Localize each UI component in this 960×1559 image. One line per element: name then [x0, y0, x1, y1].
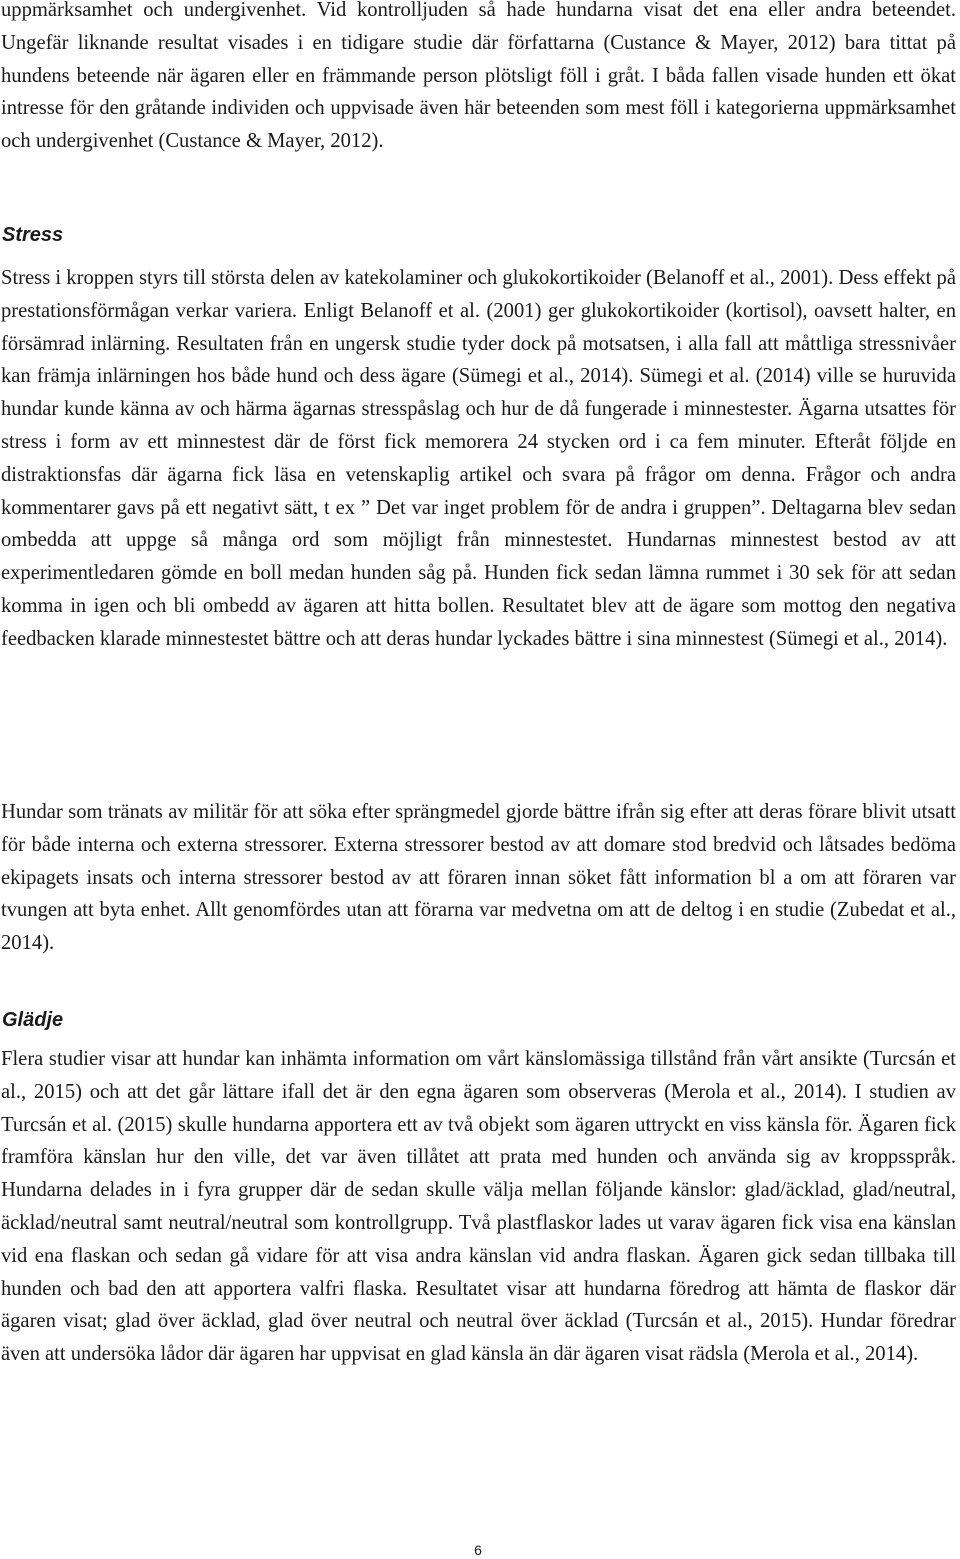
paragraph-stress-1: Stress i kroppen styrs till största delen av katekolaminer och glukokortikoider (Belanoff et al., 2001). Dess effekt på prestationsförmågan verkar variera. Enligt Belanoff et al. (2001) ger glukokortikoider (kortisol), oavsett halter, en försämrad inlärning. Resultaten från en ungersk studie tyder dock på motsatsen, i alla fall att måttliga stressnivåer kan främja inlärningen hos både hund och dess ägare (Sümegi et al., 2014). Sümegi et al. (2014) ville se huruvida hundar kunde känna av och härma ägarnas stresspåslag och hur de då fungerade i minnestester. Ägarna utsattes för stress i form av ett minnestest där de först fick memorera 24 stycken ord i ca fem minuter. Efteråt följde en distraktionsfas där ägarna fick läsa en vetenskaplig artikel och svara på frågor om denna. Frågor och andra kommentarer gavs på ett negativt sätt, t ex ” Det var inget problem för de andra i gruppen”. Deltagarna blev sedan ombedda att uppge så många ord som möjligt från minnestestet. Hundarnas minnestest bestod av att experimentledaren gömde en boll medan hunden såg på. Hunden fick sedan lämna rummet i 30 sek för att sedan komma in igen och bli ombedd av ägaren att hitta bollen. Resultatet blev att de ägare som mottog den negativa feedbacken klarade minnestestet bättre och att deras hundar lyckades bättre i sina minnestest (Sümegi et al., 2014). [1, 267, 956, 650]
section-heading-stress: Stress [2, 224, 64, 246]
page-number: 6 [474, 1542, 482, 1558]
paragraph-gladje: Flera studier visar att hundar kan inhämta information om vårt känslomässiga tillstånd från vårt ansikte (Turcsán et al., 2015) och att det går lättare ifall det är den egna ägaren som observeras (Merola et al., 2014). I studien av Turcsán et al. (2015) skulle hundarna apportera ett av två objekt som ägaren uttryckt en viss känsla för. Ägaren fick framföra känslan hur den ville, det var även tillåtet att prata med hunden och använda sig av kroppsspråk. Hundarna delades in i fyra grupper där de sedan skulle välja mellan följande känslor: glad/äcklad, glad/neutral, äcklad/neutral samt neutral/neutral som kontrollgrupp. Två plastflaskor lades ut varav ägaren fick visa ena känslan vid ena flaskan och sedan gå vidare för att visa andra känslan vid andra flaskan. Ägaren gick sedan tillbaka till hunden och bad den att apportera valfri flaska. Resultatet visar att hundarna föredrog att hämta de flaskor där ägaren visat; glad över äcklad, glad över neutral och neutral över äcklad (Turcsán et al., 2015). Hundar föredrar även att undersöka lådor där ägaren har uppvisat en glad känsla än där ägaren visat rädsla (Merola et al., 2014). [1, 1048, 956, 1366]
paragraph-stress-2: Hundar som tränats av militär för att söka efter sprängmedel gjorde bättre ifrån sig efter att deras förare blivit utsatt för både interna och externa stressorer. Externa stressorer bestod av att domare stod bredvid och låtsades bedöma ekipagets insats och interna stressorer bestod av att föraren innan söket fått information bl a om att föraren var tvungen att byta enhet. Allt genomfördes utan att förarna var medvetna om att de deltog i en studie (Zubedat et al., 2014). [1, 801, 956, 955]
paragraph-intro: uppmärksamhet och undergivenhet. Vid kontrolljuden så hade hundarna visat det ena eller andra beteendet. Ungefär liknande resultat visades i en tidigare studie där författarna (Custance & Mayer, 2012) bara tittat på hundens beteende när ägaren eller en främmande person plötsligt föll i gråt. I båda fallen visade hunden ett ökat intresse för den gråtande individen och uppvisade även här beteenden som mest föll i kategorierna uppmärksamhet och undergivenhet (Custance & Mayer, 2012). [1, 0, 956, 153]
section-heading-gladje: Glädje [2, 1009, 64, 1031]
